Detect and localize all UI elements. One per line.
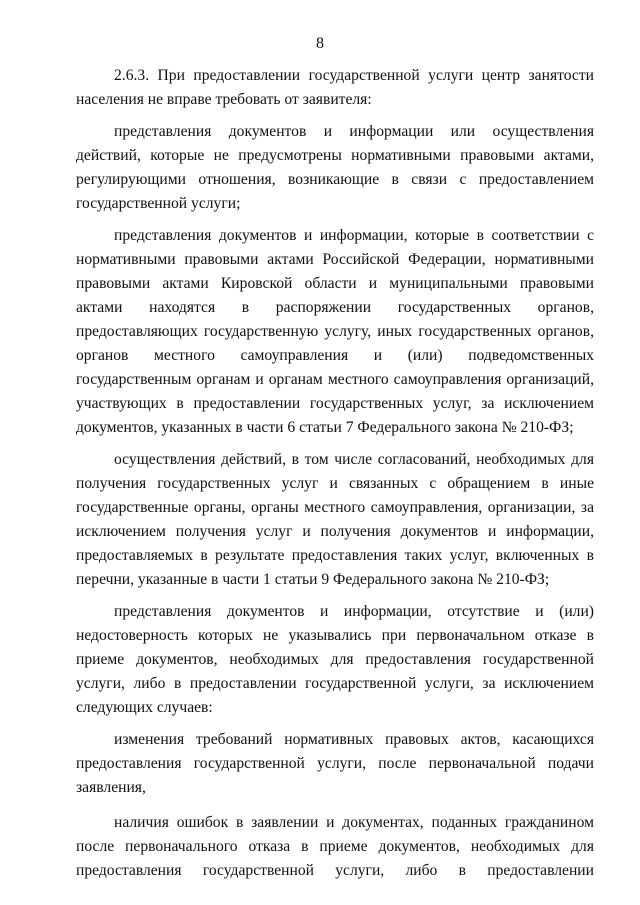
paragraph-2-6-3: 2.6.3. При предоставлении государственной услуги центр занятости населения не вправе требовать от заявителя: [76, 67, 594, 108]
paragraph-documents-not-indicated: представления документов и информации, отсутствие и (или) недостоверность которых не указывались при первоначальном отказе в приеме документов, необходимых для предоставления государственной услуги, либо в предоставлении государственной услуги, за исключением следующих случаев: [76, 603, 594, 716]
paragraph-documents-in-possession: представления документов и информации, которые в соответствии с нормативными правовыми актами Российской Федерации, нормативными правовыми актами Кировской области и муниципальными правовыми актами находятся в распоряжении государственных органов, предоставляющих государственную услугу, иных государственных органов, органов местного самоуправления и (или) подведомственных государственным органам и органам местного самоуправления организаций, участвующих в предоставлении государственных услуг, за исключением документов, указанных в части 6 статьи 7 Федерального закона № 210-ФЗ; [76, 227, 594, 436]
page-number: 8 [316, 35, 324, 52]
paragraph-actions-and-approvals: осуществления действий, в том числе согласований, необходимых для получения государственных услуг и связанных с обращением в иные государственные органы, органы местного самоуправления, организации, за исключением получения услуг и получения документов и информации, предоставляемых в результате предоставления таких услуг, включенных в перечни, указанные в части 1 статьи 9 Федерального закона № 210-ФЗ; [76, 451, 594, 588]
document-body [76, 64, 594, 883]
paragraph-errors-in-application: наличия ошибок в заявлении и документах, поданных гражданином после первоначального отказа в приеме документов, необходимых для предоставления государственной услуги, либо в предоставлении [76, 814, 594, 879]
paragraph-not-provided-by-acts: представления документов и информации или осуществления действий, которые не предусмотрены нормативными правовыми актами, регулирующими отношения, возникающие в связи с предоставлением государственной услуги; [76, 123, 594, 212]
paragraph-requirement-changes: изменения требований нормативных правовых актов, касающихся предоставления государственной услуги, после первоначальной подачи заявления, [76, 731, 594, 796]
